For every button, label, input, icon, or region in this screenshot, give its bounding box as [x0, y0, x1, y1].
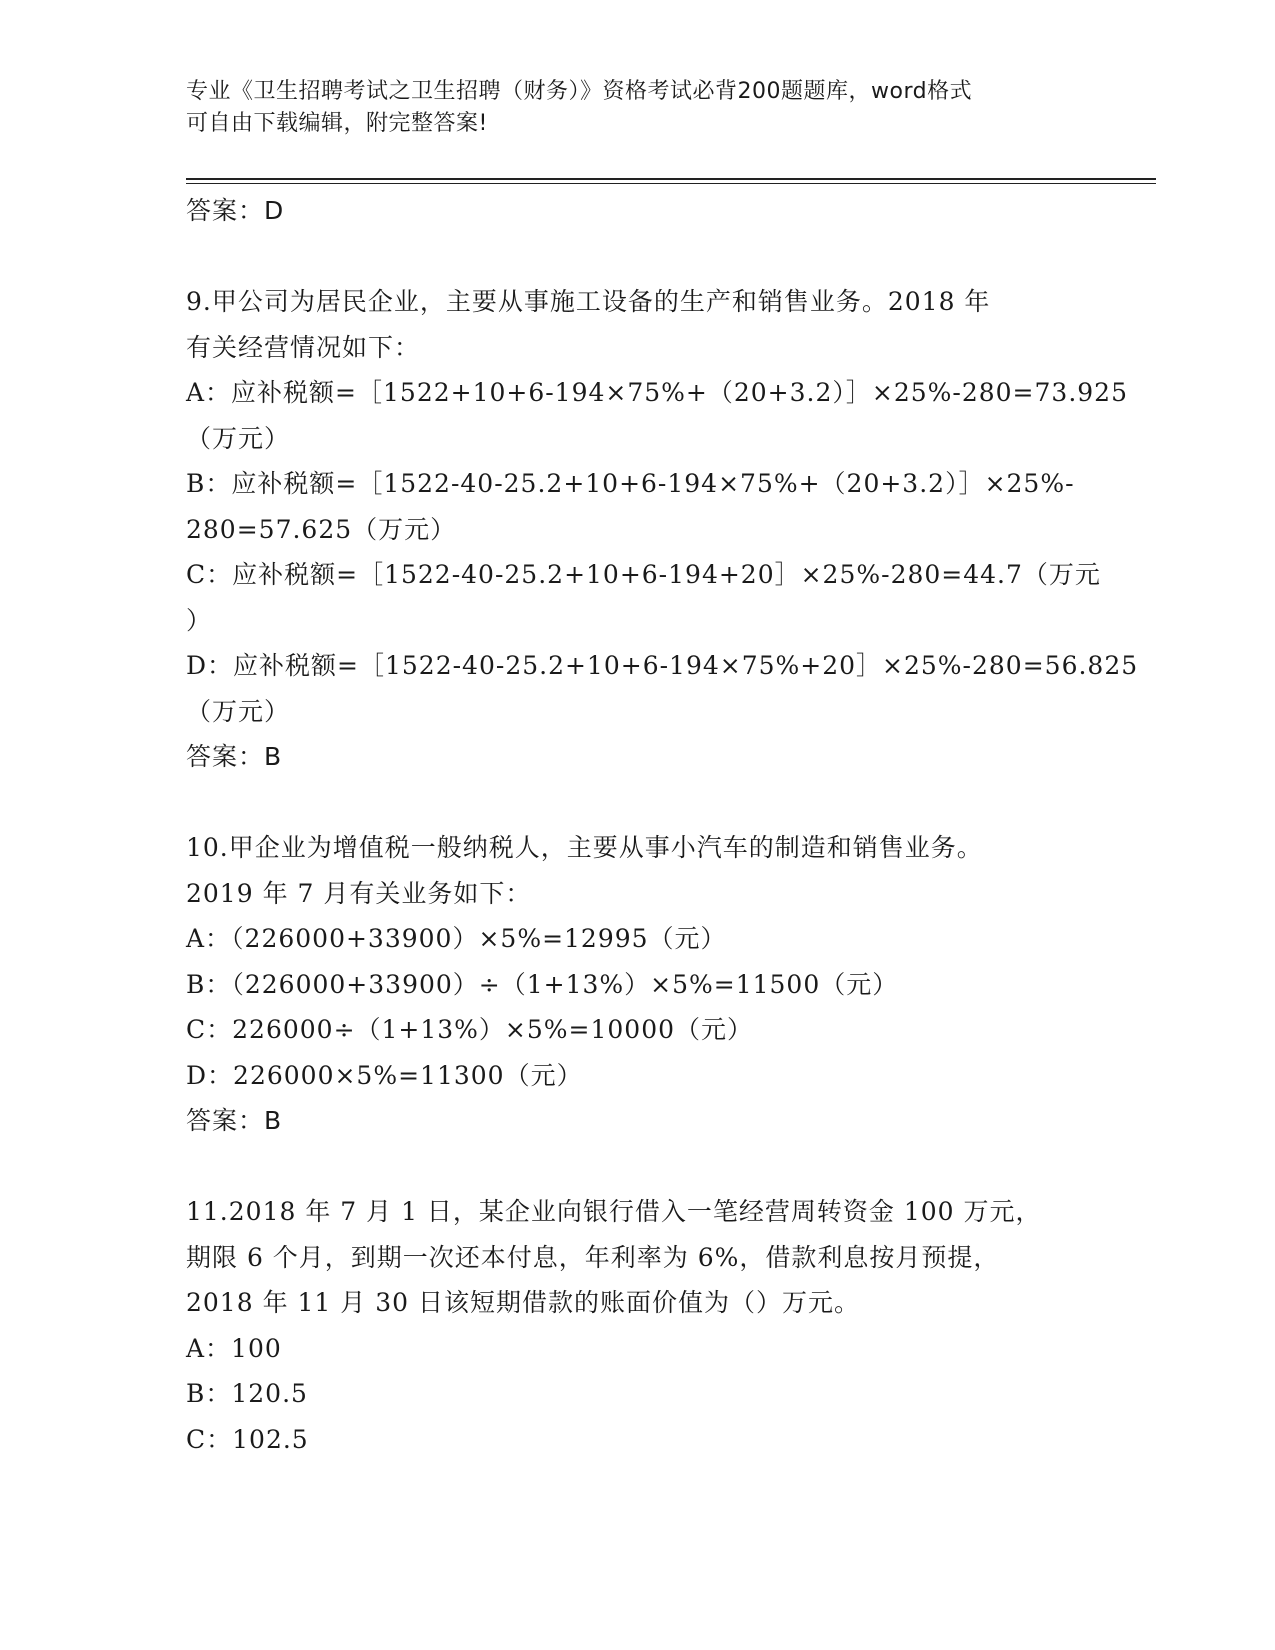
option-a-continued: （万元）: [186, 423, 291, 453]
option-a: A：100: [186, 1333, 282, 1363]
option-b: B：应补税额=［1522-40-25.2+10+6-194×75%+（20+3.2）］×25%-: [186, 469, 1075, 498]
question-content: [186, 188, 1139, 1462]
option-a: A：应补税额=［1522+10+6-194×75%+（20+3.2）］×25%-280=73.925: [186, 378, 1128, 407]
spacer: [186, 780, 1086, 826]
header-divider-thin: [186, 183, 1156, 184]
previous-answer: 答案：D: [186, 196, 285, 225]
option-b: B：（226000+33900）÷（1+13%）×5%=11500（元）: [186, 969, 899, 999]
question-11: [186, 1189, 1086, 1462]
option-d: D：226000×5%=11300（元）: [186, 1060, 583, 1090]
option-b: B：120.5: [186, 1379, 308, 1408]
question-stem-line: 9.甲公司为居民企业，主要从事施工设备的生产和销售业务。2018 年: [186, 287, 991, 316]
question-stem-line: 2019 年 7 月有关业务如下：: [186, 878, 532, 908]
option-c-continued: ）: [186, 605, 213, 635]
question-stem-line: 期限 6 个月，到期一次还本付息，年利率为 6%，借款利息按月预提，: [186, 1242, 1000, 1272]
header-title-line-1: 专业《卫生招聘考试之卫生招聘（财务）》资格考试必背200题题库，word格式: [186, 79, 973, 104]
header-divider: [186, 178, 1156, 180]
option-d-continued: （万元）: [186, 696, 291, 726]
option-c: C：226000÷（1+13%）×5%=10000（元）: [186, 1015, 754, 1044]
question-stem-line: 有关经营情况如下：: [186, 332, 421, 362]
answer-label: 答案：B: [186, 1106, 283, 1135]
question-stem-line: 10.甲企业为增值税一般纳税人，主要从事小汽车的制造和销售业务。: [186, 833, 983, 862]
spacer: [186, 1144, 1086, 1190]
header-title-line-2: 可自由下载编辑，附完整答案!: [186, 111, 488, 136]
question-10: [186, 825, 1086, 1144]
option-d: D：应补税额=［1522-40-25.2+10+6-194×75%+20］×25%-280=56.825: [186, 651, 1139, 680]
option-c: C：应补税额=［1522-40-25.2+10+6-194+20］×25%-280=44.7（万元: [186, 560, 1101, 589]
question-stem-line: 11.2018 年 7 月 1 日，某企业向银行借入一笔经营周转资金 100 万元，: [186, 1197, 1042, 1226]
option-c: C：102.5: [186, 1424, 309, 1454]
spacer: [186, 234, 1086, 280]
document-header: [186, 76, 1066, 140]
question-stem-line: 2018 年 11 月 30 日该短期借款的账面价值为（）万元。: [186, 1288, 860, 1317]
answer-label: 答案：B: [186, 742, 283, 771]
question-9: [186, 279, 1139, 780]
option-b-continued: 280=57.625（万元）: [186, 514, 457, 544]
option-a: A：（226000+33900）×5%=12995（元）: [186, 924, 727, 953]
